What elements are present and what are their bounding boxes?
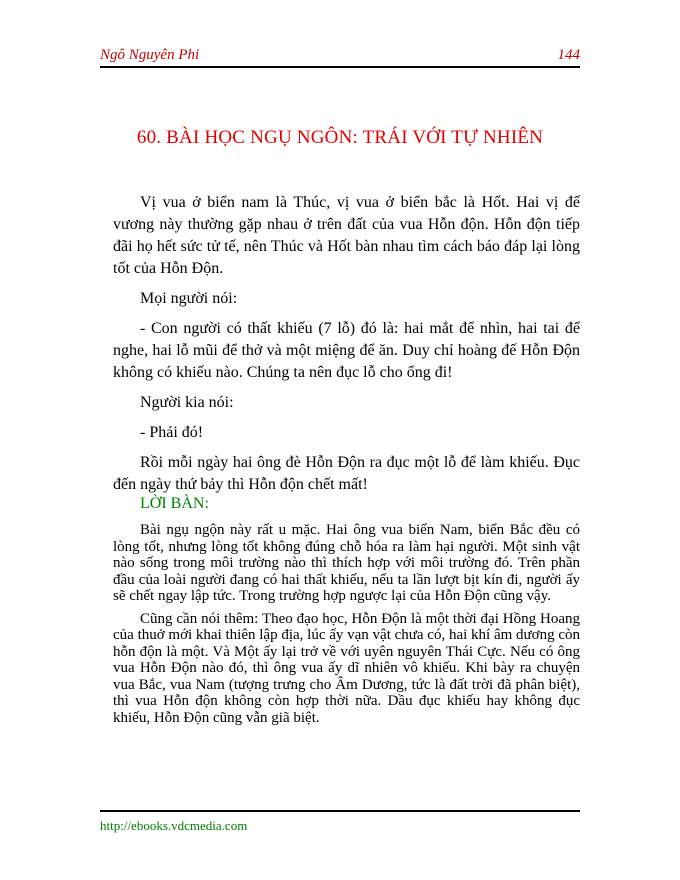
author-name: Ngô Nguyên Phi xyxy=(100,47,200,63)
page-header xyxy=(100,46,580,64)
footer-rule xyxy=(100,810,580,812)
commentary-paragraph: Cũng cần nói thêm: Theo đạo học, Hỗn Độn là một thời đại Hồng Hoang của thuở mới khai thiên lập địa, lúc ấy vạn vật chưa có, hai khí âm dương còn hỗn độn là một. Và Một ấy lại trở về với uyên nguyên Thái Cực. Nếu có ông vua Hỗn Độn nào đó, thì ông vua ấy dĩ nhiên vô khiếu. Khi bày ra chuyện vua Bắc, vua Nam (tượng trưng cho Âm Dương, tức là đất trời đã phân biệt), thì vua Hỗn độn không còn hợp thời nữa. Dầu đục khiếu hay không đục khiếu, Hỗn Độn cũng vẫn giã biệt. xyxy=(113,610,581,726)
page-number: 144 xyxy=(557,47,580,63)
story-paragraph: Rồi mỗi ngày hai ông đè Hỗn Độn ra đục một lỗ để làm khiếu. Đục đến ngày thứ bảy thì Hỗn độn chết mất! xyxy=(113,454,580,493)
header-rule xyxy=(100,66,580,68)
chapter-title: 60. BÀI HỌC NGỤ NGÔN: TRÁI VỚI TỰ NHIÊN xyxy=(136,127,544,148)
story-paragraph: - Con người có thất khiếu (7 lỗ) đó là: hai mắt để nhìn, hai tai để nghe, hai lỗ mũi để thở và một miệng để ăn. Duy chỉ hoàng đế Hỗn Độn không có khiếu nào. Chúng ta nên đục lỗ cho ổng đi! xyxy=(113,320,580,381)
commentary-heading: LỜI BÀN: xyxy=(140,495,209,512)
story-text xyxy=(113,192,580,504)
commentary-paragraph: Bài ngụ ngộn này rất u mặc. Hai ông vua biển Nam, biển Bắc đều có lòng tốt, nhưng lòng tốt không đúng chỗ hóa ra làm hại người. Một sinh vật nào sống trong môi trường nào thì thích hợp với môi trường đó. Trên phần đầu của loài người đang có hai thất khiếu, nếu ta lần lượt bịt kín đi, người ấy sẽ chết ngay lập tức. Trong trường hợp ngược lại của Hỗn Độn cũng vậy. xyxy=(113,522,580,604)
footer-link[interactable]: http://ebooks.vdcmedia.com xyxy=(100,818,248,833)
story-paragraph: Vị vua ở biển nam là Thúc, vị vua ở biển bắc là Hốt. Hai vị đế vương này thường gặp nhau ở trên đất của vua Hỗn độn. Hỗn độn tiếp đãi họ hết sức tử tế, nên Thúc và Hốt bàn nhau tìm cách báo đáp lại lòng tốt của Hỗn Độn. xyxy=(113,194,580,277)
story-paragraph: - Phải đó! xyxy=(140,424,204,441)
story-paragraph: Người kia nói: xyxy=(140,394,234,411)
commentary-text xyxy=(113,522,580,732)
story-paragraph: Mọi người nói: xyxy=(140,290,238,307)
